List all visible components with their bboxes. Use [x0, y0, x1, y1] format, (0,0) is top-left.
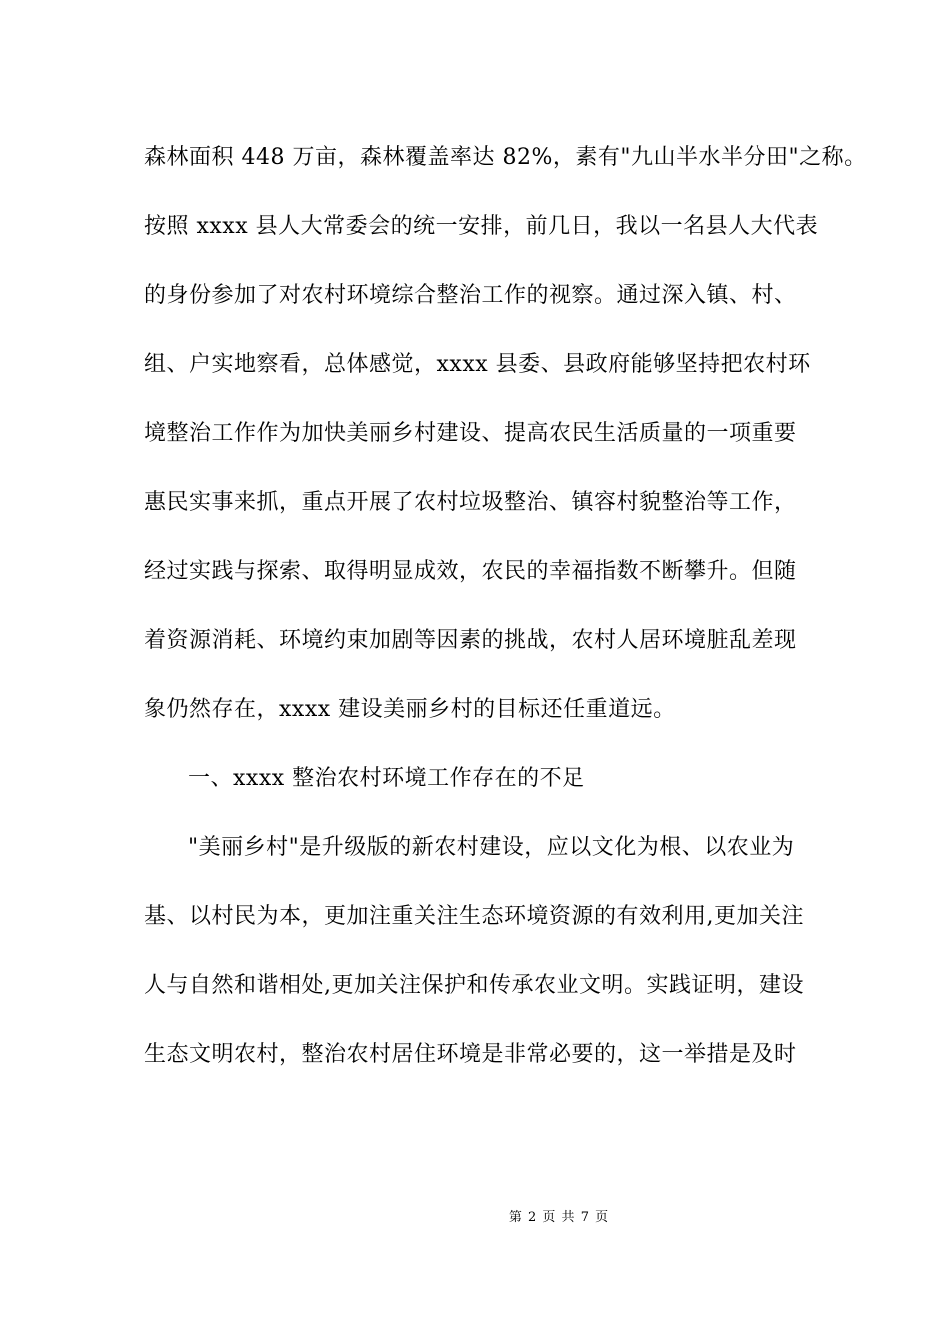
body-text-line: 森林面积 448 万亩，森林覆盖率达 82%，素有"九山半水半分田"之称。	[144, 145, 867, 170]
body-text-line: 境整治工作作为加快美丽乡村建设、提高农民生活质量的一项重要	[144, 421, 797, 446]
body-text-line: "美丽乡村"是升级版的新农村建设，应以文化为根、以农业为	[188, 835, 795, 860]
section-heading: 一、xxxx 整治农村环境工作存在的不足	[188, 766, 585, 791]
body-text-line: 象仍然存在，xxxx 建设美丽乡村的目标还任重道远。	[144, 697, 676, 722]
body-text-line: 按照 xxxx 县人大常委会的统一安排，前几日，我以一名县人大代表	[144, 214, 819, 239]
body-text-line: 生态文明农村，整治农村居住环境是非常必要的，这一举措是及时	[144, 1042, 797, 1067]
page-number: 第 2 页 共 7 页	[508, 1210, 610, 1225]
body-text-line: 惠民实事来抓，重点开展了农村垃圾整治、镇容村貌整治等工作，	[144, 490, 797, 515]
body-text-line: 的身份参加了对农村环境综合整治工作的视察。通过深入镇、村、	[144, 283, 797, 308]
body-text-line: 经过实践与探索、取得明显成效，农民的幸福指数不断攀升。但随	[144, 559, 797, 584]
body-text-line: 人与自然和谐相处,更加关注保护和传承农业文明。实践证明，建设	[144, 973, 804, 998]
body-text-line: 着资源消耗、环境约束加剧等因素的挑战，农村人居环境脏乱差现	[144, 628, 797, 653]
body-text-line: 基、以村民为本，更加注重关注生态环境资源的有效利用,更加关注	[144, 904, 804, 929]
body-text-line: 组、户实地察看，总体感觉，xxxx 县委、县政府能够坚持把农村环	[144, 352, 811, 377]
page-footer	[0, 1209, 950, 1227]
